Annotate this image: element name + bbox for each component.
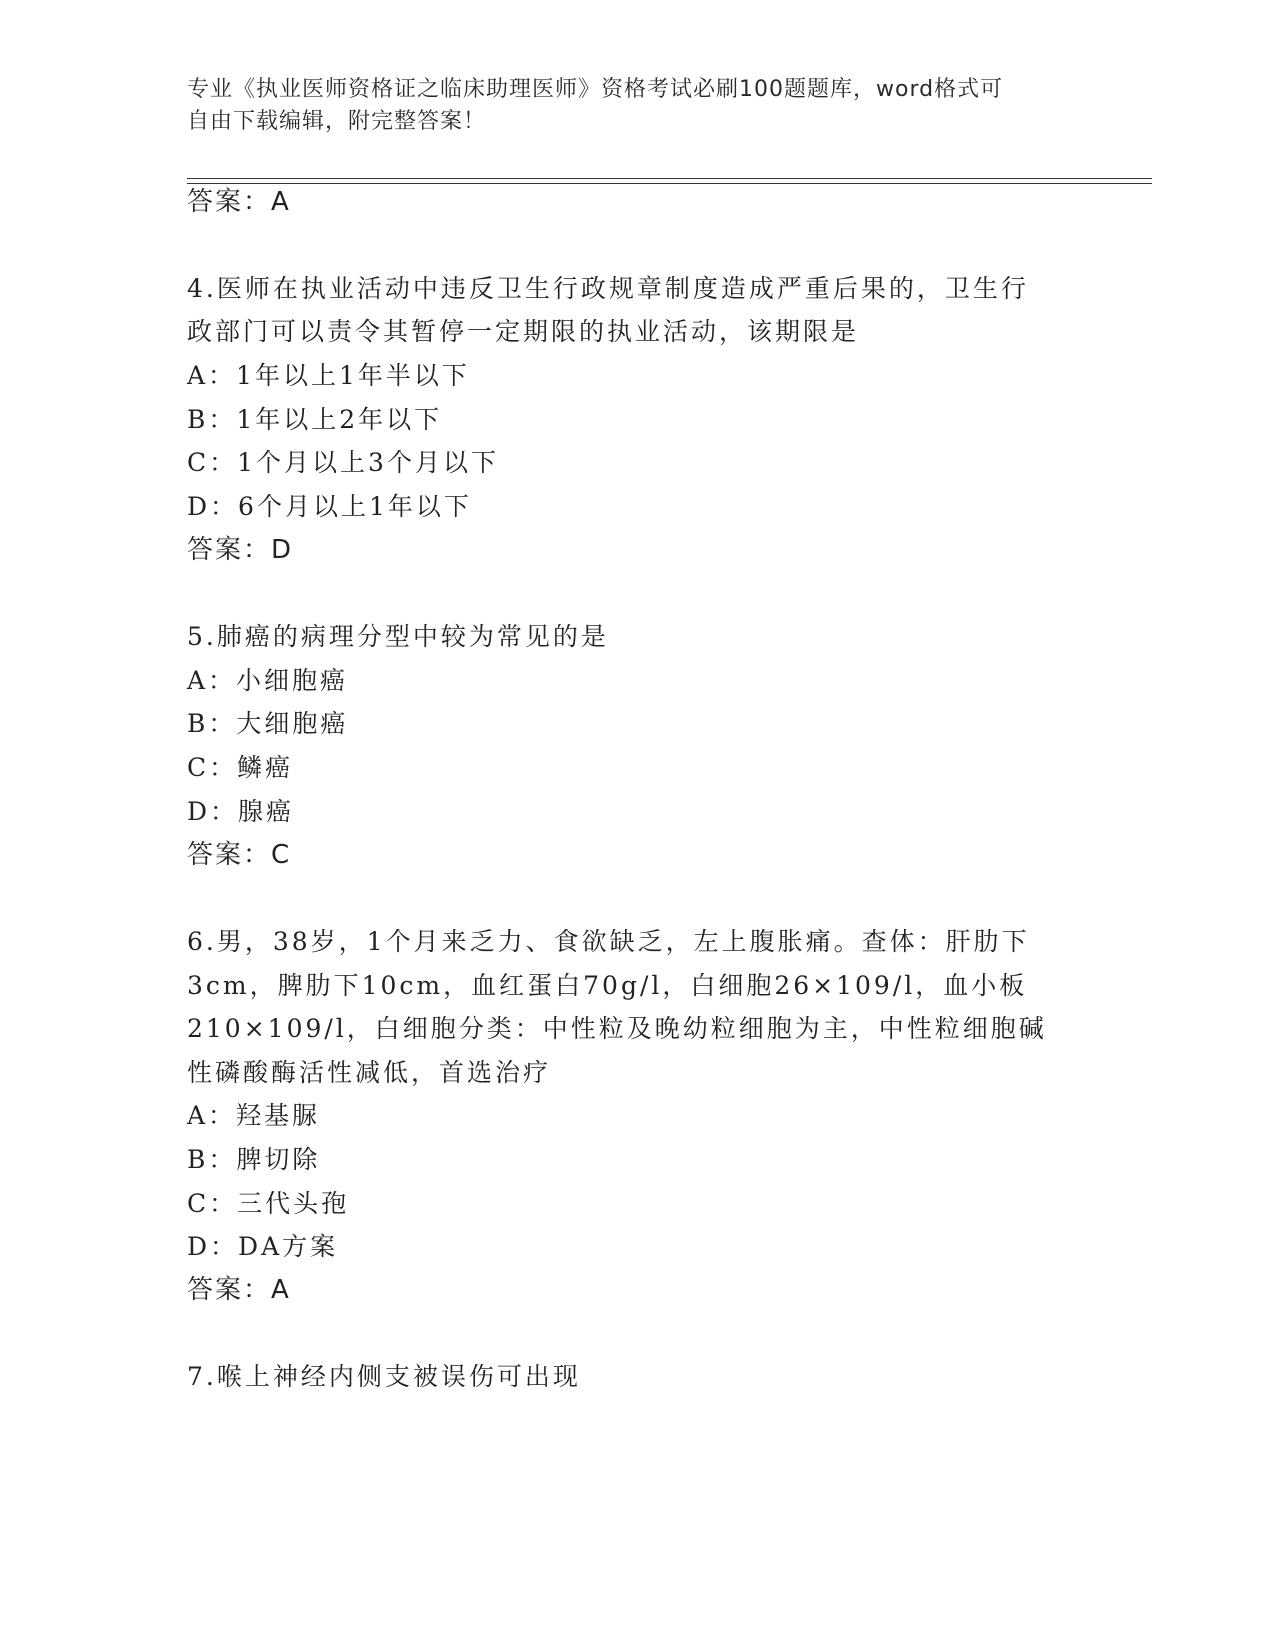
header-divider-top (187, 178, 1152, 179)
question-5-option-c: C：鳞癌 (187, 753, 294, 782)
header-line-1: 专业《执业医师资格证之临床助理医师》资格考试必刷100题题库，word格式可 (187, 77, 1004, 102)
answer-q3: 答案：A (187, 187, 291, 217)
question-4-stem-line-1: 4.医师在执业活动中违反卫生行政规章制度造成严重后果的，卫生行 (187, 274, 1029, 303)
question-6-stem-line-1: 6.男，38岁，1个月来乏力、食欲缺乏，左上腹胀痛。查体：肝肋下 (187, 927, 1030, 956)
question-5-option-d: D：腺癌 (187, 797, 295, 826)
question-5-stem-line-1: 5.肺癌的病理分型中较为常见的是 (187, 622, 609, 651)
question-5-option-a: A：小细胞癌 (187, 666, 349, 695)
header-line-2: 自由下载编辑，附完整答案！ (187, 109, 487, 134)
question-7-stem-line-1: 7.喉上神经内侧支被误伤可出现 (187, 1362, 581, 1391)
question-4-answer: 答案：D (187, 535, 294, 565)
question-4-option-b: B：1年以上2年以下 (187, 405, 443, 434)
question-4-option-c: C：1个月以上3个月以下 (187, 448, 499, 477)
question-6-option-b: B：脾切除 (187, 1145, 321, 1174)
question-6-option-c: C：三代头孢 (187, 1189, 350, 1218)
question-5-answer: 答案：C (187, 840, 292, 870)
question-6-stem-line-3: 210×109/l，白细胞分类：中性粒及晚幼粒细胞为主，中性粒细胞碱 (187, 1014, 1047, 1043)
document-header (187, 74, 1087, 138)
question-6-option-a: A：羟基脲 (187, 1101, 321, 1130)
question-6-stem-line-4: 性磷酸酶活性减低，首选治疗 (187, 1058, 552, 1087)
question-5-option-b: B：大细胞癌 (187, 709, 349, 738)
question-6-option-d: D：DA方案 (187, 1232, 339, 1261)
question-6-answer: 答案：A (187, 1275, 291, 1305)
question-4-stem-line-2: 政部门可以责令其暂停一定期限的执业活动，该期限是 (187, 317, 860, 346)
question-4-option-d: D：6个月以上1年以下 (187, 492, 472, 521)
header-divider-bottom (187, 183, 1152, 184)
question-6-stem-line-2: 3cm，脾肋下10cm，血红蛋白70g/l，白细胞26×109/l，血小板 (187, 971, 1028, 1000)
question-4-option-a: A：1年以上1年半以下 (187, 361, 470, 390)
